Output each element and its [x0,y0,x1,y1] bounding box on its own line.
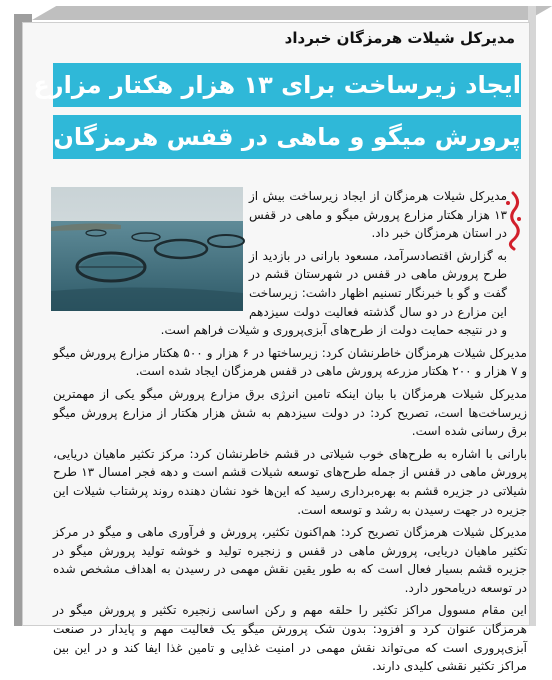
paragraph-2: به گزارش اقتصادسرآمد، مسعود بارانی در بازدید از طرح پرورش ماهی در قفس در شهرستان قشم در گفت و گو با خبرنگار تسنیم اظهار داشت: زیرساخت این مزارع در دو سال گذشته فعالیت دولت سیزدهم و در نتیجه حمایت دولت از طرح‌های آبزی‌پروری و شیلات فراهم است. [160,248,507,338]
headline-block [33,53,521,203]
frame-shadow-top [32,6,552,20]
headline-line-2: پرورش میگو و ماهی در قفس هرمزگان [53,123,521,151]
paragraph-7: این مقام مسوول مراکز تکثیر را حلقه مهم و رکن اساسی زنجیره تکثیر و پرورش میگو در هرمزگان عنوان کرد و افزود: بدون شک پرورش میگو یک فعالیت مهم و پایدار در صنعت آبزی‌پروری است که می‌تواند نقش مهمی در امنیت غذایی و تامین غذا ایفا کند و در این بین مراکز تکثیر نقشی کلیدی دارند. [53,603,527,674]
article-kicker: مدیرکل شیلات هرمزگان خبرداد [284,29,515,47]
article-card [22,22,530,674]
paragraph-6: مدیرکل شیلات هرمزگان تصریح کرد: هم‌اکنون تکثیر، پرورش و فرآوری ماهی و میگو در مرکز تکثیر ماهیان دریایی، پرورش ماهی در قفس و زنجیره تولید و خوشه تولید پرورش میگو در جزیره قشم بسیار فعال است که به طور یقین نقش مهمی در رسیدن به اهداف مشخص شده در توسعه دریامحور دارد. [53,525,527,595]
paragraph-5: بارانی با اشاره به طرح‌های خوب شیلاتی در قشم خاطرنشان کرد: مرکز تکثیر ماهیان دریایی، پرورش ماهی در قفس از جمله طرح‌های توسعه شیلات قشم است و دهه فجر امسال ۱۳ طرح شیلاتی در جزیره قشم به بهره‌برداری رسید که این‌ها خود نشان دهنده روند پرشتاب شیلات این جزیره در جهت رسیدن به رشد و توسعه است. [53,446,527,517]
article-body [53,187,527,680]
photo-wrap-space [53,187,249,315]
paragraph-3: مدیرکل شیلات هرمزگان خاطرنشان کرد: زیرساختها در ۶ هزار و ۵۰۰ هکتار مزارع پرورش میگو و ۷ هزار و ۲۰۰ هکتار مزرعه پرورش ماهی در قفس هرمزگان ایجاد شده است. [53,345,527,379]
paragraph-4: مدیرکل شیلات هرمزگان با بیان اینکه تامین انرژی برق مزارع پرورش میگو یکی از مهمترین زیرساخت‌ها است، تصریح کرد: در دولت سیزدهم به شش هزار هکتار از مزارع پرورش میگو برق رسانی شده است. [53,386,527,439]
headline-line-1: ایجاد زیرساخت برای ۱۳ هزار هکتار مزارع [33,71,521,99]
paragraph-1: مدیرکل شیلات هرمزگان از ایجاد زیرساخت بیش از ۱۳ هزار هکتار مزارع پرورش میگو و ماهی در قفس در استان هرمزگان خبر داد. [249,189,507,241]
